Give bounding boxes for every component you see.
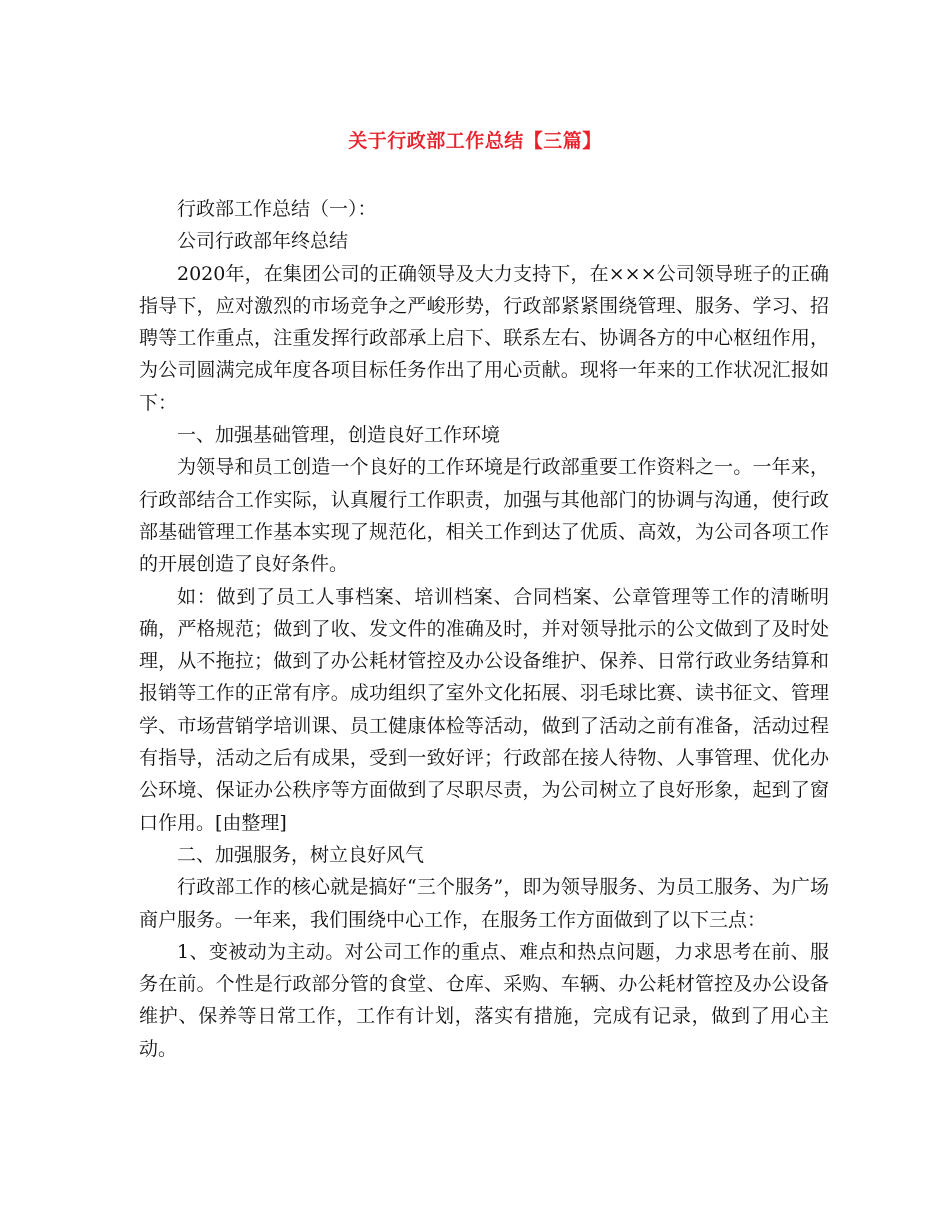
paragraph-three-services: 行政部工作的核心就是搞好“三个服务”，即为领导服务、为员工服务、为广场商户服务。一年来，我们围绕中心工作，在服务工作方面做到了以下三点：	[139, 876, 829, 931]
paragraph-intro: 2020年，在集团公司的正确领导及大力支持下，在×××公司领导班子的正确指导下，应对激烈的市场竞争之严峻形势，行政部紧紧围绕管理、服务、学习、招聘等工作重点，注重发挥行政部承上启下、联系左右、协调各方的中心枢纽作用，为公司圆满完成年度各项目标任务作出了用心贡献。现将一年来的工作状况汇报如下：	[139, 262, 829, 414]
heading-service: 二、加强服务，树立良好风气	[177, 843, 425, 866]
document-body	[139, 193, 829, 1065]
subtitle: 公司行政部年终总结	[177, 230, 349, 253]
paragraph-proactive: 1、变被动为主动。对公司工作的重点、难点和热点问题，力求思考在前、服务在前。个性是行政部分管的食堂、仓库、采购、车辆、办公耗材管控及办公设备维护、保养等日常工作，工作有计划，落实有措施，完成有记录，做到了用心主动。	[139, 940, 829, 1060]
section-heading-1: 行政部工作总结（一）：	[177, 198, 377, 220]
heading-basic-management: 一、加强基础管理，创造良好工作环境	[177, 424, 501, 447]
paragraph-examples: 如：做到了员工人事档案、培训档案、合同档案、公章管理等工作的清晰明确，严格规范；做到了收、发文件的准确及时，并对领导批示的公文做到了及时处理，从不拖拉；做到了办公耗材管控及办公设备维护、保养、日常行政业务结算和报销等工作的正常有序。成功组织了室外文化拓展、羽毛球比赛、读书征文、管理学、市场营销学培训课、员工健康体检等活动，做到了活动之前有准备，活动过程有指导，活动之后有成果，受到一致好评；行政部在接人待物、人事管理、优化办公环境、保证办公秩序等方面做到了尽职尽责，为公司树立了良好形象，起到了窗口作用。[由整理]	[139, 585, 829, 834]
paragraph-environment: 为领导和员工创造一个良好的工作环境是行政部重要工作资料之一。一年来，行政部结合工作实际，认真履行工作职责，加强与其他部门的协调与沟通，使行政部基础管理工作基本实现了规范化，相关工作到达了优质、高效，为公司各项工作的开展创造了良好条件。	[139, 456, 829, 576]
document-title: 关于行政部工作总结【三篇】	[348, 130, 602, 152]
